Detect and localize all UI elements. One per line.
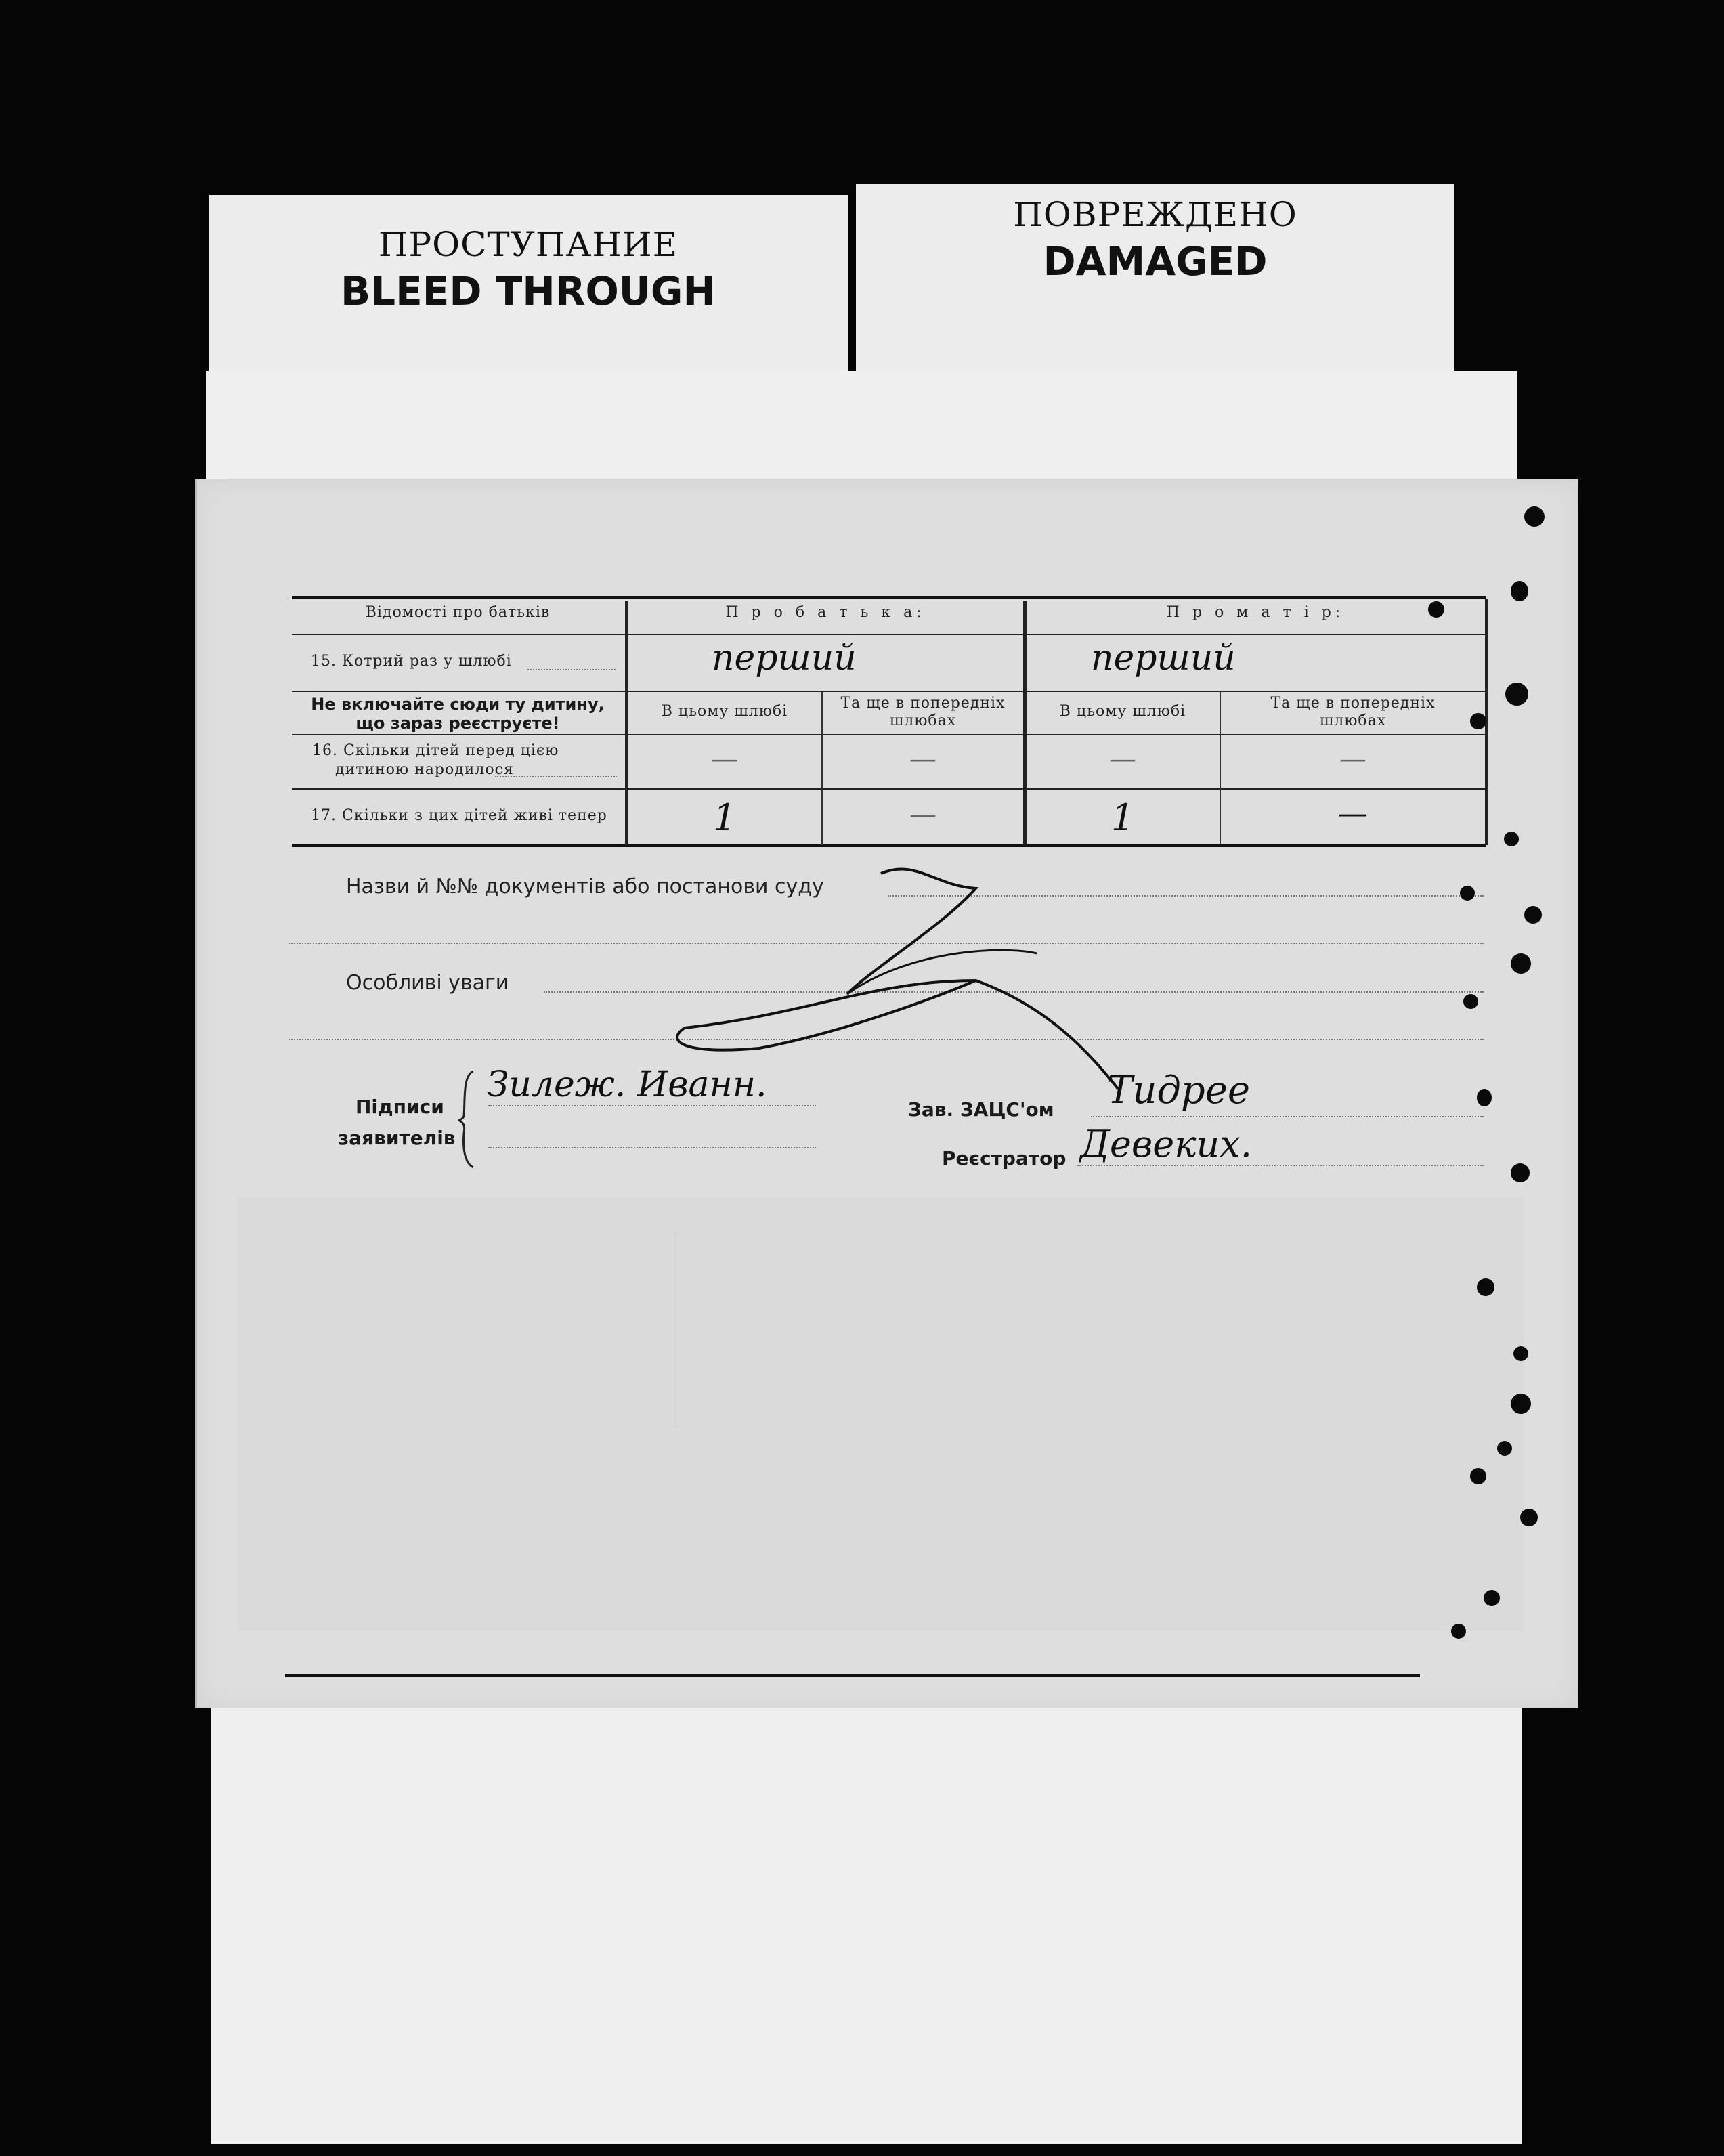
signatures-label-line1: Підписи bbox=[355, 1096, 444, 1118]
signatures-label-line2: заявителів bbox=[338, 1127, 456, 1149]
row17-mother-prev: — bbox=[1338, 796, 1368, 831]
header-about-father: П р о б а т ь к а: bbox=[725, 604, 926, 621]
mother-prev-line1: Та ще в попередніх bbox=[1270, 695, 1436, 712]
row16-father-this: — bbox=[711, 743, 738, 775]
registrar-label: Реєстратор bbox=[942, 1147, 1066, 1169]
row17-father-prev: — bbox=[909, 799, 936, 830]
backing-sheet-bottom bbox=[211, 1693, 1522, 2144]
row15-label: 15. Котрий раз у шлюбі bbox=[311, 653, 512, 670]
registrar-signature: Девеких. bbox=[1080, 1123, 1252, 1165]
applicant-bracket bbox=[458, 1069, 479, 1170]
row16-mother-prev: — bbox=[1339, 743, 1366, 775]
cancellation-stroke bbox=[197, 479, 1578, 1157]
father-this-marriage: В цьому шлюбі bbox=[661, 703, 788, 720]
father-prev-line1: Та ще в попередніх bbox=[840, 695, 1006, 712]
note-line1: Не включайте сюди ту дитину, bbox=[311, 695, 605, 714]
row15-father-value: перший bbox=[712, 638, 857, 678]
row16-mother-this: — bbox=[1109, 743, 1136, 775]
row17-label: 17. Скільки з цих дітей живі тепер bbox=[311, 807, 607, 824]
damaged-en: DAMAGED bbox=[1043, 238, 1268, 284]
header-parents-info: Відомості про батьків bbox=[365, 604, 551, 621]
bleed-through-label-card bbox=[209, 195, 848, 372]
bleed-through-ru: ПРОСТУПАНИЕ bbox=[378, 225, 678, 264]
header-about-mother: П р о м а т і р: bbox=[1166, 604, 1345, 621]
docs-field-label: Назви й №№ документів або постанови суду bbox=[346, 875, 824, 899]
notes-field-label: Особливі уваги bbox=[346, 971, 509, 995]
row17-father-this: 1 bbox=[712, 796, 737, 839]
row17-mother-this: 1 bbox=[1111, 796, 1135, 839]
head-label: Зав. ЗАЦС'ом bbox=[908, 1098, 1054, 1121]
damaged-ru: ПОВРЕЖДЕНО bbox=[1013, 195, 1297, 234]
row16-father-prev: — bbox=[909, 743, 936, 775]
bleed-through-en: BLEED THROUGH bbox=[340, 268, 716, 314]
applicant-signature: Зилеж. Иванн. bbox=[487, 1064, 767, 1105]
mother-this-marriage: В цьому шлюбі bbox=[1059, 703, 1186, 720]
damaged-label-card bbox=[856, 184, 1454, 374]
bleed-through-area bbox=[238, 1197, 1524, 1631]
mother-prev-line2: шлюбах bbox=[1319, 712, 1387, 729]
row16-label-line2: дитиною народилося bbox=[335, 761, 514, 778]
father-prev-line2: шлюбах bbox=[889, 712, 957, 729]
note-line2: що зараз реєструєте! bbox=[355, 714, 560, 733]
row15-mother-value: перший bbox=[1091, 638, 1236, 678]
row16-label-line1: 16. Скільки дітей перед цією bbox=[312, 742, 559, 759]
head-signature: Тидрее bbox=[1107, 1069, 1251, 1113]
registration-form-sheet bbox=[195, 479, 1578, 1708]
